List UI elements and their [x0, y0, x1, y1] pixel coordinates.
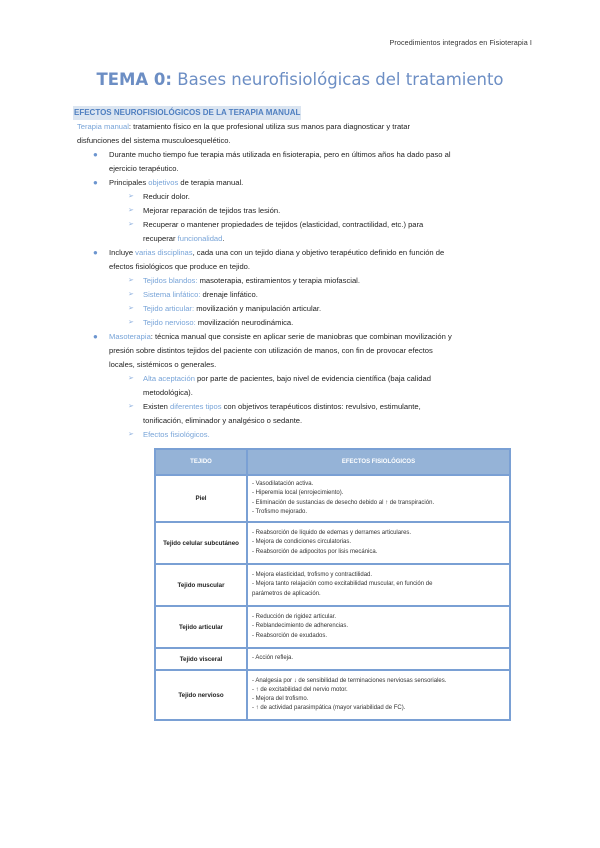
arrow-icon: ➢ [128, 319, 134, 326]
effect-line: - Eliminación de sustancias de desecho debido al ↑ de transpiración. [252, 499, 435, 506]
sub-item [73, 372, 533, 400]
sub-text: movilización y manipulación articular. [194, 304, 322, 313]
term-highlight: Tejidos blandos: [143, 276, 198, 285]
effects-cell [247, 475, 510, 522]
tissue-cell: Tejido celular subcutáneo [155, 522, 247, 564]
effect-line: - Trofismo mejorado. [252, 508, 308, 515]
table-row [155, 475, 510, 522]
arrow-icon: ➢ [128, 403, 134, 410]
sub-text: movilización neurodinámica. [195, 318, 294, 327]
table-row [155, 522, 510, 564]
arrow-icon: ➢ [128, 193, 134, 200]
effect-line: - Reabsorción de adipocitos por lisis mecánica. [252, 548, 378, 555]
tissue-cell: Tejido visceral [155, 648, 247, 670]
effects-cell [247, 648, 510, 670]
effect-line: - Mejora elasticidad, trofismo y contractilidad. [252, 572, 373, 579]
sub-text: drenaje linfático. [200, 290, 258, 299]
bullet-text: : técnica manual que consiste en aplicar serie de maniobras que combinan movilización y [150, 332, 452, 341]
bullet-text-2: presión sobre distintos tejidos del paciente con utilización de manos, con fin de provocar efectos [109, 346, 433, 355]
sub-item [73, 218, 533, 246]
column-header-effects: EFECTOS FISIOLÓGICOS [247, 449, 510, 475]
sub-item [73, 288, 533, 302]
section-heading [73, 106, 533, 120]
bullet-text: Durante mucho tiempo fue terapia más utilizada en fisioterapia, pero en últimos años ha dado paso al [109, 150, 451, 159]
bullet-text-end: de terapia manual. [178, 178, 244, 187]
sub-text: por parte de pacientes, bajo nivel de evidencia científica (baja calidad [194, 374, 431, 383]
intro-text: : tratamiento físico en la que profesional utiliza sus manos para diagnosticar y tratar [128, 122, 411, 131]
effects-cell [247, 670, 510, 720]
bullet-icon: ● [93, 178, 98, 187]
sub-item [73, 274, 533, 288]
term-highlight: Tejido articular: [143, 304, 195, 313]
bullet-item [73, 330, 533, 372]
bullet-item [73, 148, 533, 176]
effect-line: - Reabsorción de exudados. [252, 632, 328, 639]
effect-line: - Hiperemia local (enrojecimiento). [252, 490, 344, 497]
document-body [73, 106, 533, 442]
bullet-text: Principales [109, 178, 149, 187]
sub-text: masoterapia, estiramientos y terapia miofascial. [197, 276, 360, 285]
page-header: Procedimientos integrados en Fisioterapia I [389, 38, 532, 47]
effect-line: - Reducción de rigidez articular. [252, 614, 337, 621]
term-highlight: Sistema linfático: [143, 290, 201, 299]
table-row [155, 670, 510, 720]
table-header-row [155, 449, 510, 475]
arrow-icon: ➢ [128, 277, 134, 284]
effect-line: - Mejora tanto relajación como excitabilidad muscular, en función de [252, 581, 433, 588]
arrow-icon: ➢ [128, 207, 134, 214]
sub-text-cont: tonificación, eliminador y analgésico o sedante. [143, 416, 303, 425]
bullet-item [73, 176, 533, 190]
effect-line: - Acción refleja. [252, 655, 294, 662]
effects-cell [247, 564, 510, 606]
intro-text-2: disfunciones del sistema musculoesquelético. [77, 136, 231, 145]
effect-line: - Reabsorción de líquido de edemas y derrames articulares. [252, 530, 412, 537]
bullet-icon: ● [93, 332, 98, 341]
sub-text-cont: metodológica). [143, 388, 193, 397]
arrow-icon: ➢ [128, 305, 134, 312]
bullet-icon: ● [93, 248, 98, 257]
tissue-cell: Tejido nervioso [155, 670, 247, 720]
title-bold: TEMA 0: [96, 70, 173, 89]
effects-cell [247, 522, 510, 564]
table-row [155, 648, 510, 670]
bullet-text: Incluye [109, 248, 136, 257]
bullet-text-3: locales, sistémicos o generales. [109, 360, 217, 369]
sub-item [73, 316, 533, 330]
term-highlight: Tejido nervioso: [143, 318, 196, 327]
sub-item [73, 204, 533, 218]
effect-line: - Analgesia por ↓ de sensibilidad de terminaciones nerviosas sensoriales. [252, 677, 447, 684]
tissue-cell: Piel [155, 475, 247, 522]
arrow-icon: ➢ [128, 375, 134, 382]
sub-text: Mejorar reparación de tejidos tras lesión. [143, 206, 281, 215]
term-highlight: Efectos fisiológicos. [143, 430, 210, 439]
term-highlight: Alta aceptación [143, 374, 195, 383]
sub-text: Reducir dolor. [143, 192, 190, 201]
table-row [155, 606, 510, 648]
title-rest: Bases neurofisiológicas del tratamiento [172, 70, 504, 89]
sub-text: Recuperar o mantener propiedades de tejidos (elasticidad, contractilidad, etc.) para [143, 220, 424, 229]
bullet-icon: ● [93, 150, 98, 159]
bullet-text-2: efectos fisiológicos que produce en tejido. [109, 262, 250, 271]
term-highlight: Terapia manual [77, 122, 129, 131]
sub-item [73, 190, 533, 204]
arrow-icon: ➢ [128, 221, 134, 228]
bullet-text-end: , cada una con un tejido diana y objetivo terapéutico definido en función de [192, 248, 445, 257]
effect-line: - Mejora de condiciones circulatorias. [252, 539, 352, 546]
effect-line: - Reblandecimiento de adherencias. [252, 623, 349, 630]
sub-item [73, 428, 533, 442]
term-highlight: diferentes tipos [170, 402, 222, 411]
bullet-text-2: ejercicio terapéutico. [109, 164, 179, 173]
column-header-tissue: TEJIDO [155, 449, 247, 475]
tissue-cell: Tejido articular [155, 606, 247, 648]
effect-line: - Vasodilatación activa. [252, 481, 314, 488]
effect-line: - ↑ de actividad parasimpática (mayor variabilidad de FC). [252, 705, 406, 712]
sub-text-mid: con objetivos terapéuticos distintos: revulsivo, estimulante, [221, 402, 421, 411]
sub-item [73, 302, 533, 316]
effect-line: - ↑ de excitabilidad del nervio motor. [252, 686, 348, 693]
intro-paragraph [77, 120, 533, 148]
arrow-icon: ➢ [128, 291, 134, 298]
term-highlight: Masoterapia [109, 332, 151, 341]
section-heading-text: EFECTOS NEUROFISIOLÓGICOS DE LA TERAPIA MANUAL [73, 106, 301, 120]
sub-text: Existen [143, 402, 171, 411]
bullet-item [73, 246, 533, 274]
effects-table [154, 448, 511, 721]
sub-item [73, 400, 533, 428]
term-highlight: funcionalidad [177, 234, 223, 243]
effect-line: parámetros de aplicación. [252, 590, 321, 597]
arrow-icon: ➢ [128, 431, 134, 438]
effects-cell [247, 606, 510, 648]
sub-text-end: . [222, 234, 225, 243]
tissue-cell: Tejido muscular [155, 564, 247, 606]
effect-line: - Mejora del trofismo. [252, 696, 309, 702]
sub-text-cont: recuperar [143, 234, 178, 243]
term-highlight: varias disciplinas [135, 248, 193, 257]
page-title [0, 70, 600, 89]
term-highlight: objetivos [148, 178, 179, 187]
table-row [155, 564, 510, 606]
